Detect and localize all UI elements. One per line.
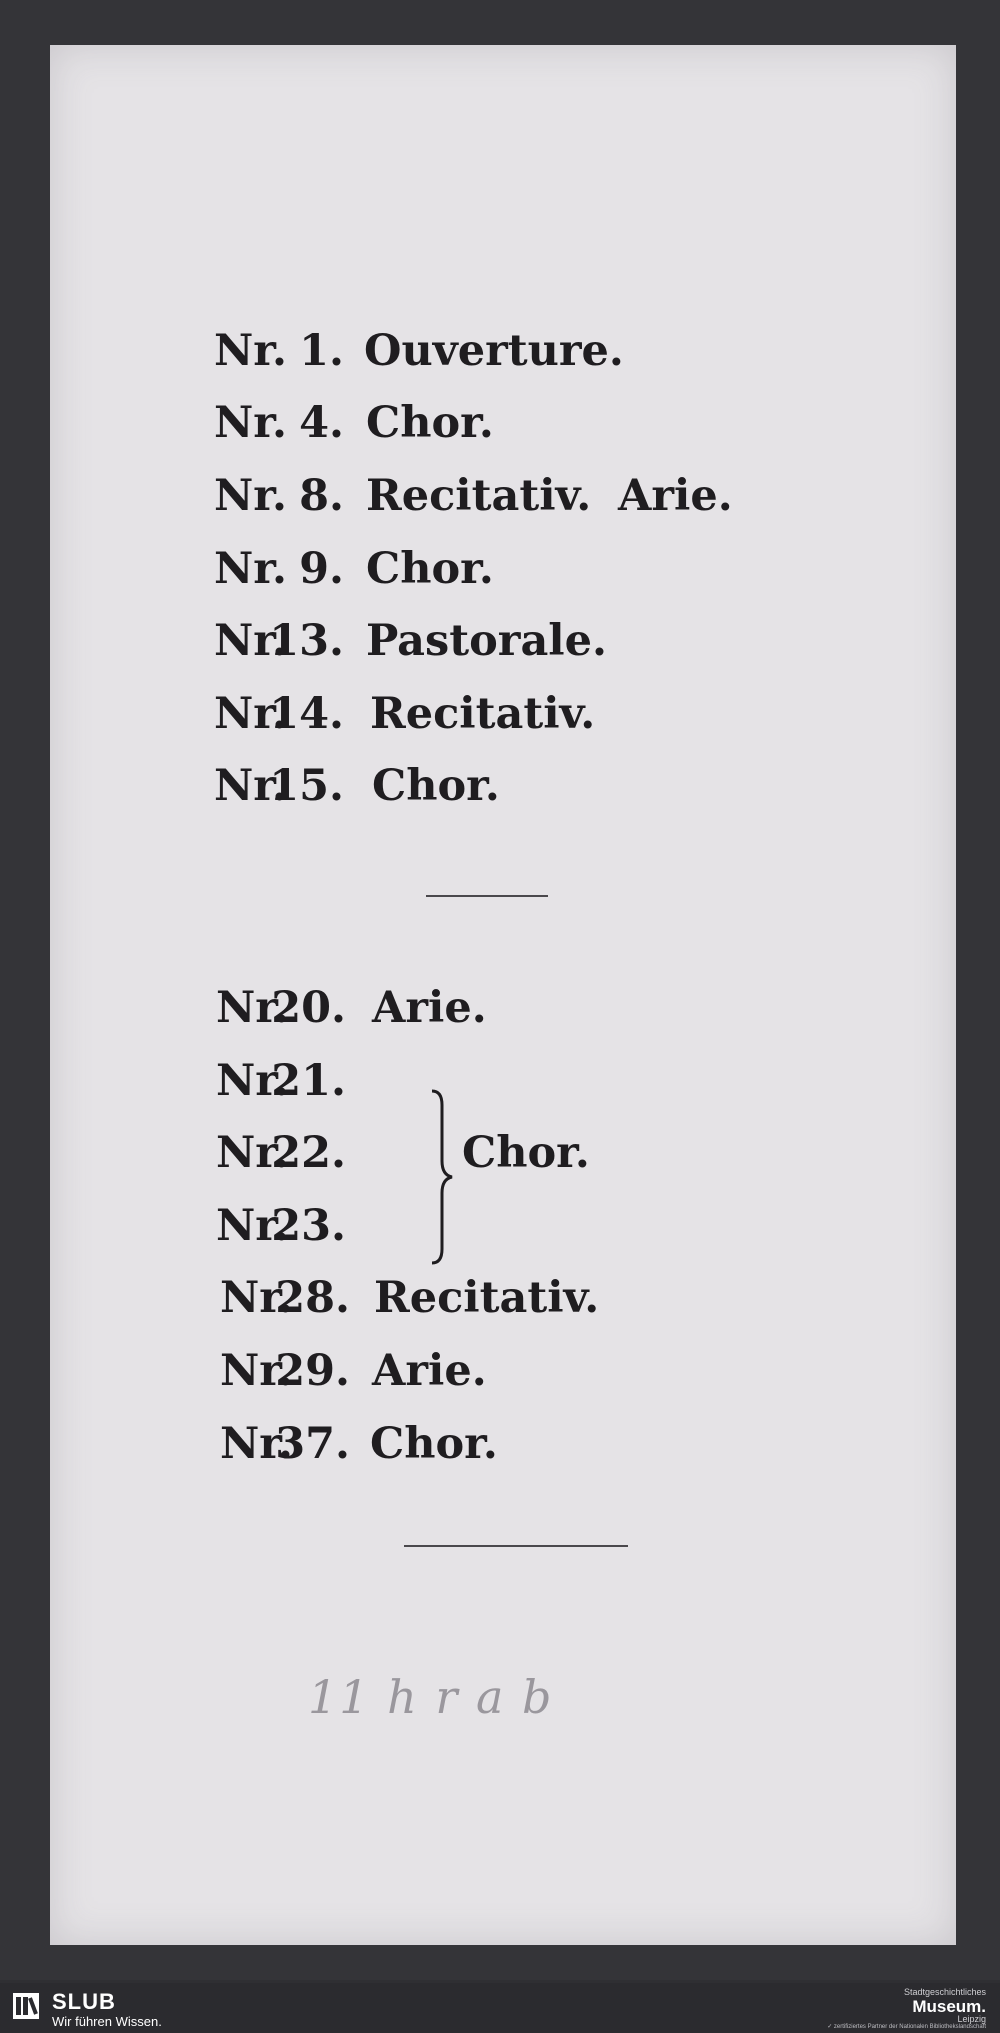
- museum-name: Museum.: [912, 1997, 986, 2016]
- viewer-footer: [0, 1983, 1000, 2033]
- grouped-title: Chor.: [462, 1128, 590, 1178]
- slub-name: SLUB: [52, 1989, 116, 2014]
- end-divider: [404, 1545, 628, 1547]
- museum-small-label: Stadtgeschichtliches: [903, 1987, 986, 1997]
- museum-certification: ✓ zertifiziertes Partner der Nationalen Bibliothekslandschaft: [827, 2024, 986, 2030]
- slub-tagline: Wir führen Wissen.: [52, 2014, 162, 2029]
- handwritten-note: 11 h r a b: [308, 1670, 554, 1724]
- document-page: Nr. 1. Ouverture. Nr. 4. Chor. Nr. 8. Recitativ. Arie. Nr. 9. Chor. Nr. 13. Pastorale. Nr. 14. Recitativ. Nr. 15. Chor. Nr. 20. Arie. Nr. 21. Nr. 22. Nr. 23. Chor. Nr. 28. Recitativ. Nr. 29. Arie. Nr. 37. Chor. 11 h r a b: [50, 45, 956, 1945]
- grouping-brace: [430, 1089, 456, 1265]
- museum-city: Leipzig: [957, 2014, 986, 2024]
- slub-logo-icon: [12, 1992, 40, 2020]
- section-divider: [426, 895, 548, 897]
